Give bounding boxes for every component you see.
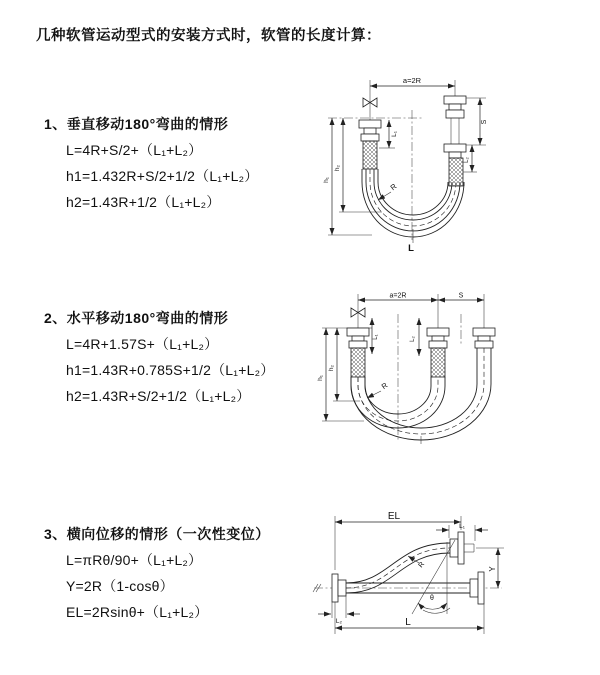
hose-s-curve-displaced [346,543,450,593]
pipe-fitting-left [347,328,369,377]
dim-label-h1: h₁ [317,375,324,381]
formula-h1: h1=1.432R+S/2+1/2（L₁+L₂） [66,168,259,184]
dimension-l2 [318,596,360,625]
formula-length: L=πRθ/90+（L₁+L₂） [66,552,203,568]
flange-right [470,572,484,604]
dim-label-s: S [481,119,488,125]
flange-left [332,574,346,602]
formula-length: L=4R+1.57S+（L₁+L₂） [66,336,219,352]
dim-label-r: R [388,181,399,193]
dimension-a2r [370,76,455,86]
section-1-heading: 1、垂直移动180°弯曲的情形 [44,116,229,132]
dimension-a2r [358,293,438,301]
dimension-l2 [410,318,419,356]
dim-label-r: R [379,380,390,392]
hose-u-bend-position-2 [351,348,491,444]
diagram-vertical-180-bend [312,72,592,257]
angle-construction [412,540,455,614]
dim-label-l2: L₂ [464,157,470,163]
formula-h2: h2=1.43R+S/2+1/2（L₁+L₂） [66,388,251,404]
formula-length: L=4R+S/2+（L₁+L₂） [66,142,203,158]
diagram-horizontal-180-bend [312,288,597,460]
dimension-l1 [379,120,398,148]
dim-label-h2: h₂ [334,164,341,172]
dim-label-a2r: a=2R [402,76,422,85]
dim-label-r: R [417,560,427,570]
formula-y: Y=2R（1-cosθ） [66,578,174,594]
pipe-fitting-left [359,120,381,169]
dim-label-l2: L₂ [335,618,343,625]
section-vertical-movement [44,115,258,219]
dim-label-l1: L₁ [373,334,379,340]
dim-label-el: EL [387,511,401,522]
dim-label-l1: L₁ [391,131,398,137]
diagram-lateral-displacement [302,508,600,646]
dimension-s [438,293,484,301]
dimension-l [335,602,484,634]
dim-label-l2: L₂ [410,336,416,342]
pipe-fitting-right-moved [473,328,495,348]
formula-h2: h2=1.43R+1/2（L₁+L₂） [66,194,221,210]
dimension-l1 [372,318,379,354]
section-lateral-displacement [44,525,270,629]
centerlines [328,80,455,240]
page-title: 几种软管运动型式的安装方式时，软管的长度计算： [36,28,381,44]
dim-label-h2: h₂ [328,364,335,372]
section-horizontal-movement [44,309,274,413]
dim-label-a2r: a=2R [389,292,407,300]
dimension-l-bottom [408,229,414,254]
radius-callout [367,380,390,398]
dim-label-s: S [458,292,464,300]
dim-label-l: L [408,243,414,254]
dimension-s [466,98,488,145]
formula-h1: h1=1.43R+0.785S+1/2（L₁+L₂） [66,362,275,378]
formula-el: EL=2Rsinθ+（L₁+L₂） [66,604,209,620]
centerlines [322,294,484,440]
dim-label-l: L [405,617,411,628]
pipe-fitting-right [444,96,466,186]
dim-label-l1: L₁ [459,523,465,530]
section-3-heading: 3、横向位移的情形（一次性变位） [44,526,270,542]
pipe-fitting-middle [427,328,449,377]
dimension-el [335,511,461,570]
radius-callout [378,181,399,200]
flange-top-displaced [450,532,474,564]
dim-label-h1: h₁ [323,177,330,183]
dim-label-theta: θ [430,595,434,602]
section-2-heading: 2、水平移动180°弯曲的情形 [44,310,229,326]
dim-label-y: Y [488,566,497,572]
